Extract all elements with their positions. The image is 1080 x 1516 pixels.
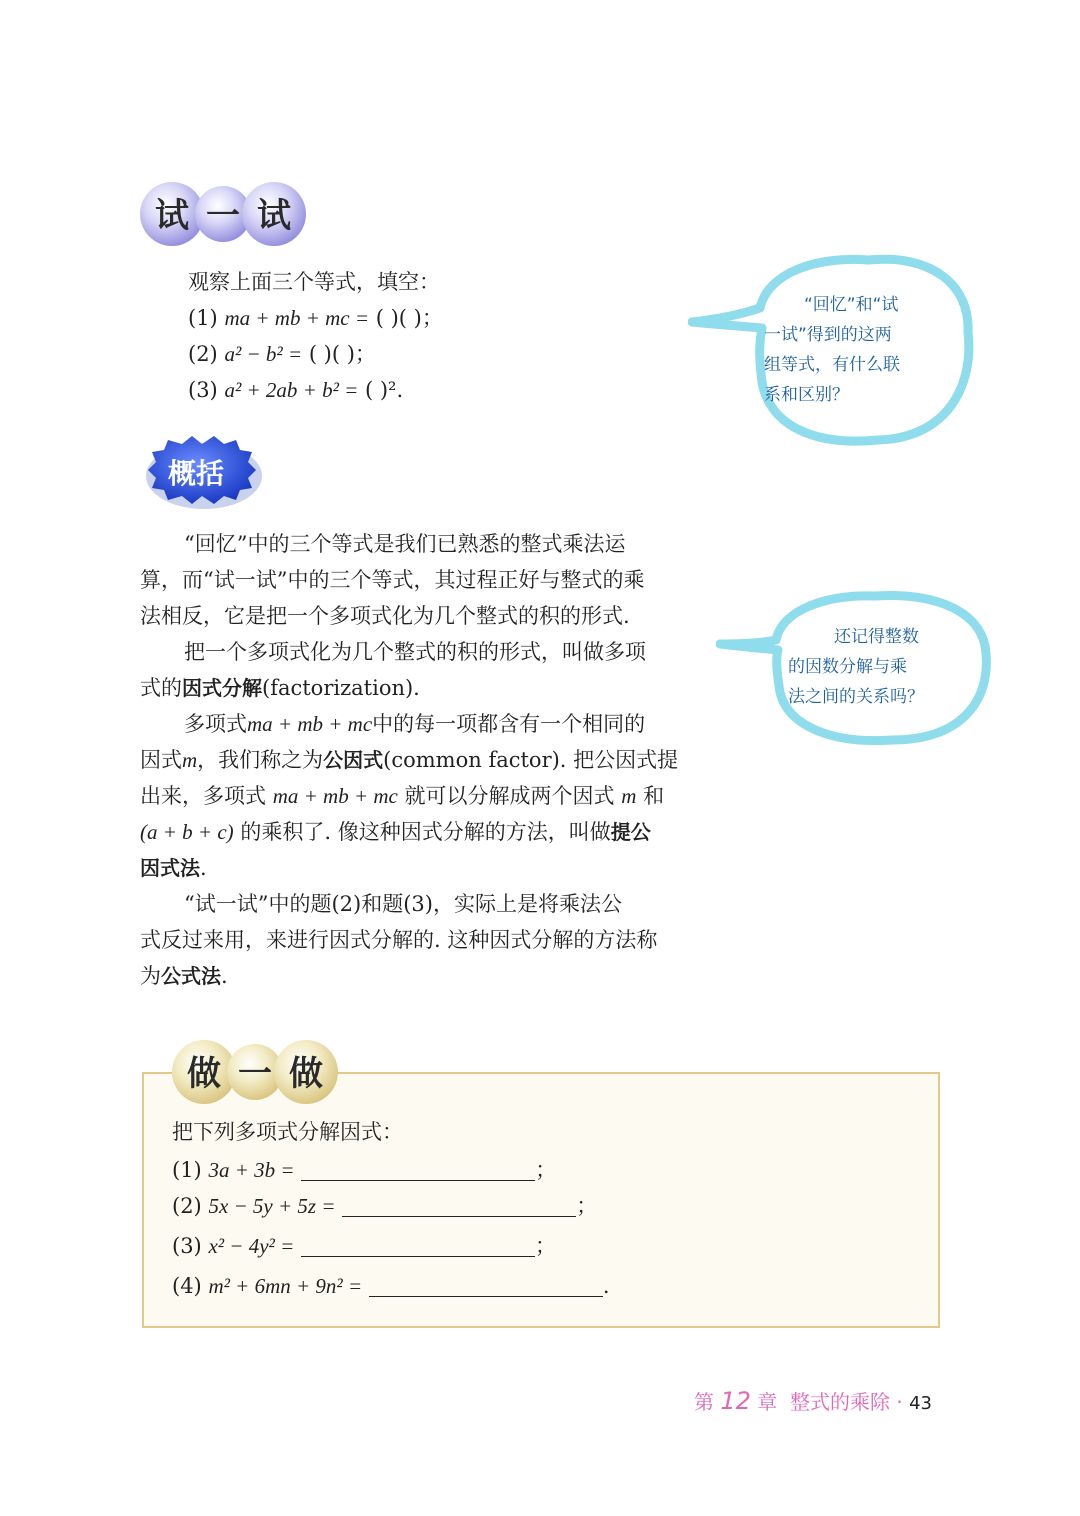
answer-blank-4[interactable]	[369, 1276, 603, 1297]
answer-blank-1[interactable]	[301, 1160, 535, 1181]
try-title-char-3: 试	[257, 196, 291, 236]
bubble-2-text: 还记得整数 的因数分解与乘 法之间的关系吗？	[788, 627, 924, 707]
para-3-line-5: 因式法.	[140, 856, 207, 880]
bubble-1-text: “回忆”和“试 一试”得到的这两 组等式，有什么联 系和区别？	[764, 295, 900, 405]
term-factorization: 因式分解	[182, 676, 262, 700]
chapter-label: 第 12 章 整式的乘除	[694, 1387, 890, 1415]
practice-title-char-3: 做	[289, 1054, 323, 1094]
para-4-line-1: “试一试”中的题(2)和题(3)，实际上是将乘法公	[184, 892, 622, 916]
term-common-factor-method: 提公	[610, 820, 651, 844]
practice-item-4: (4) m² + 6mn + 9n² = .	[172, 1274, 610, 1298]
try-title-char-2: 一	[206, 196, 240, 236]
para-3-line-3: 出来，多项式 ma + mb + mc 就可以分解成两个因式 m 和	[140, 784, 665, 808]
answer-blank-2[interactable]	[342, 1196, 576, 1217]
practice-item-2: (2) 5x − 5y + 5z = ；	[172, 1194, 598, 1218]
practice-item-1: (1) 3a + 3b = ；	[172, 1158, 557, 1182]
para-1-line-2: 算，而“试一试”中的三个等式，其过程正好与整式的乘	[140, 568, 645, 592]
para-3-line-2: 因式m，我们称之为公因式(common factor). 把公因式提	[140, 748, 679, 772]
summary-body	[140, 526, 710, 994]
try-item-1: (1) ma + mb + mc = ( )( )；	[188, 306, 443, 330]
practice-item-3: (3) x² − 4y² = ；	[172, 1234, 556, 1258]
para-4-line-2: 式反过来用，来进行因式分解的. 这种因式分解的方法称	[140, 928, 658, 952]
page-footer: 第 12 章 整式的乘除 · 43	[694, 1387, 932, 1415]
para-4-line-3: 为公式法.	[140, 964, 228, 988]
para-1-line-3: 法相反，它是把一个多项式化为几个整式的积的形式.	[140, 604, 630, 628]
para-3-line-1: 多项式ma + mb + mc中的每一项都含有一个相同的	[184, 712, 646, 736]
para-3-line-4: (a + b + c) 的乘积了. 像这种因式分解的方法，叫做提公	[140, 820, 651, 844]
try-item-3: (3) a² + 2ab + b² = ( )².	[188, 378, 404, 402]
practice-title-char-1: 做	[187, 1054, 221, 1094]
para-2-line-1: 把一个多项式化为几个整式的积的形式，叫做多项	[184, 640, 646, 664]
summary-title: 概括	[168, 457, 225, 490]
page-number: 43	[909, 1393, 932, 1414]
try-item-2: (2) a² − b² = ( )( )；	[188, 342, 376, 366]
para-2-line-2: 式的因式分解(factorization).	[140, 676, 420, 700]
try-title-char-1: 试	[155, 196, 189, 236]
practice-title-char-2: 一	[238, 1054, 272, 1094]
para-1-line-1: “回忆”中的三个等式是我们已熟悉的整式乘法运	[184, 532, 626, 556]
term-common-factor: 公因式	[323, 748, 384, 772]
practice-intro: 把下列多项式分解因式：	[172, 1120, 403, 1144]
try-intro: 观察上面三个等式，填空：	[188, 270, 440, 294]
term-formula-method: 公式法	[161, 964, 221, 988]
answer-blank-3[interactable]	[301, 1236, 535, 1257]
